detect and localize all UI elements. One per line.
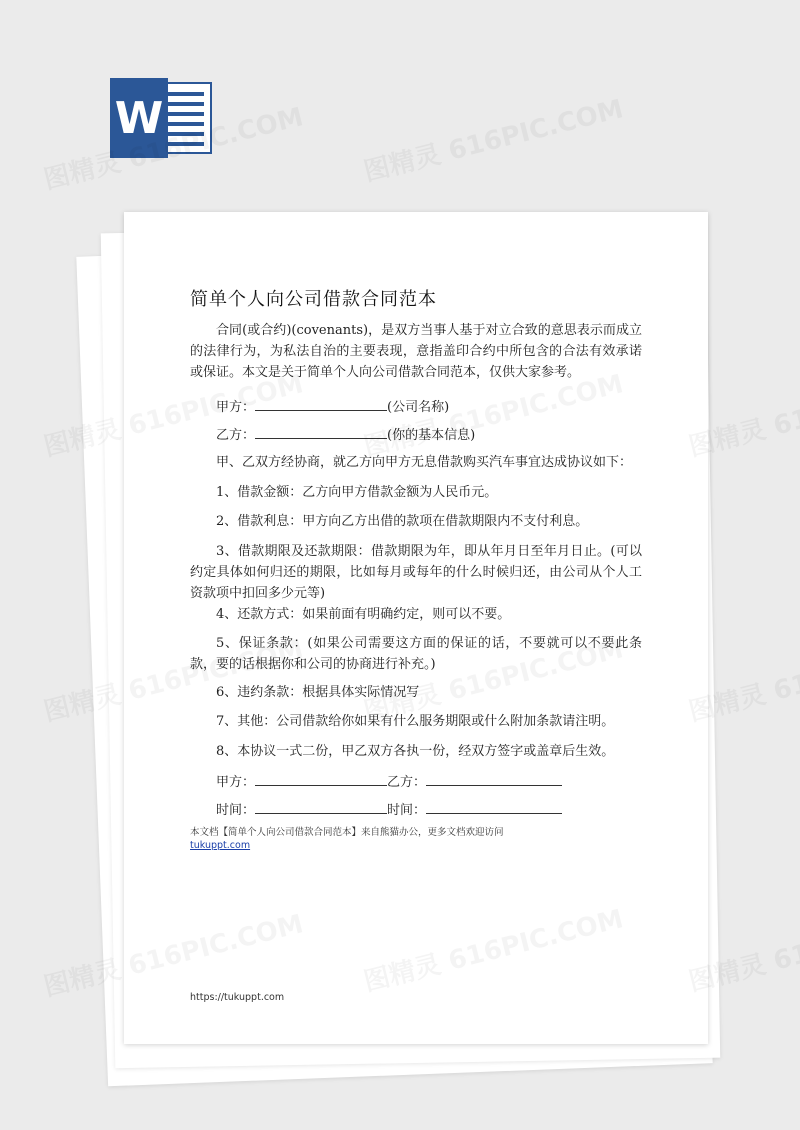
party-b-blank (255, 424, 387, 439)
party-a-label: 甲方： (216, 400, 256, 415)
clause-item: 8、本协议一式二份，甲乙双方各执一份，经双方签字或盖章后生效。 (216, 744, 615, 759)
clause-item: 1、借款金额：乙方向甲方借款金额为人民币元。 (216, 485, 498, 500)
clause-item: 3、借款期限及还款期限：借款期限为年，即从年月日至年月日止。(可以约定具体如何归还的期限，比如每月或每年的什么时候归还，由公司从个人工资款项中扣回多少元等) (190, 544, 642, 601)
clause-item: 5、保证条款：(如果公司需要这方面的保证的话，不要就可以不要此条款，要的话根据你和公司的协商进行补充。) (190, 636, 642, 672)
party-a-blank (255, 396, 387, 411)
site-url: https://tukuppt.com (190, 992, 285, 1003)
sign-b-blank (426, 771, 562, 786)
document-page (124, 212, 708, 1044)
watermark (359, 88, 626, 188)
party-a-line (216, 396, 449, 418)
party-b-label: 乙方： (216, 428, 256, 443)
logo-line (166, 122, 204, 126)
time-line (216, 799, 562, 821)
word-letter: W (110, 78, 168, 158)
footer-note-text: 本文档【简单个人向公司借款合同范本】来自熊猫办公，更多文档欢迎访问 (190, 827, 504, 838)
time-b-label: 时间： (387, 803, 427, 818)
footer-link[interactable]: tukuppt.com (190, 840, 251, 851)
document-title: 简单个人向公司借款合同范本 (190, 289, 437, 310)
logo-line (166, 142, 204, 146)
clause-item: 7、其他：公司借款给你如果有什么服务期限或什么附加条款请注明。 (216, 714, 615, 729)
party-b-note: (你的基本信息) (387, 428, 476, 443)
sign-b-label: 乙方： (387, 775, 427, 790)
clause-item: 6、违约条款：根据具体实际情况写 (216, 685, 420, 700)
logo-line (166, 102, 204, 106)
time-a-blank (255, 799, 387, 814)
logo-line (166, 132, 204, 136)
agreement-paragraph: 甲、乙双方经协商，就乙方向甲方无息借款购买汽车事宜达成协议如下： (216, 455, 633, 470)
sign-a-label: 甲方： (216, 775, 256, 790)
signature-line (216, 771, 562, 793)
logo-line (166, 92, 204, 96)
party-a-note: (公司名称) (387, 400, 450, 415)
footer-note (190, 826, 650, 852)
party-b-line (216, 424, 475, 446)
time-b-blank (426, 799, 562, 814)
sign-a-blank (255, 771, 387, 786)
clause-item: 4、还款方式：如果前面有明确约定，则可以不要。 (216, 607, 511, 622)
clause-item: 2、借款利息：甲方向乙方出借的款项在借款期限内不支付利息。 (216, 514, 589, 529)
logo-line (166, 112, 204, 116)
time-a-label: 时间： (216, 803, 256, 818)
word-logo (110, 78, 214, 158)
intro-paragraph: 合同(或合约)(covenants)，是双方当事人基于对立合致的意思表示而成立的法律行为，为私法自治的主要表现，意指盖印合约中所包含的合法有效承诺或保证。本文是关于简单个人向公司借款合同范本，仅供大家参考。 (190, 323, 642, 380)
